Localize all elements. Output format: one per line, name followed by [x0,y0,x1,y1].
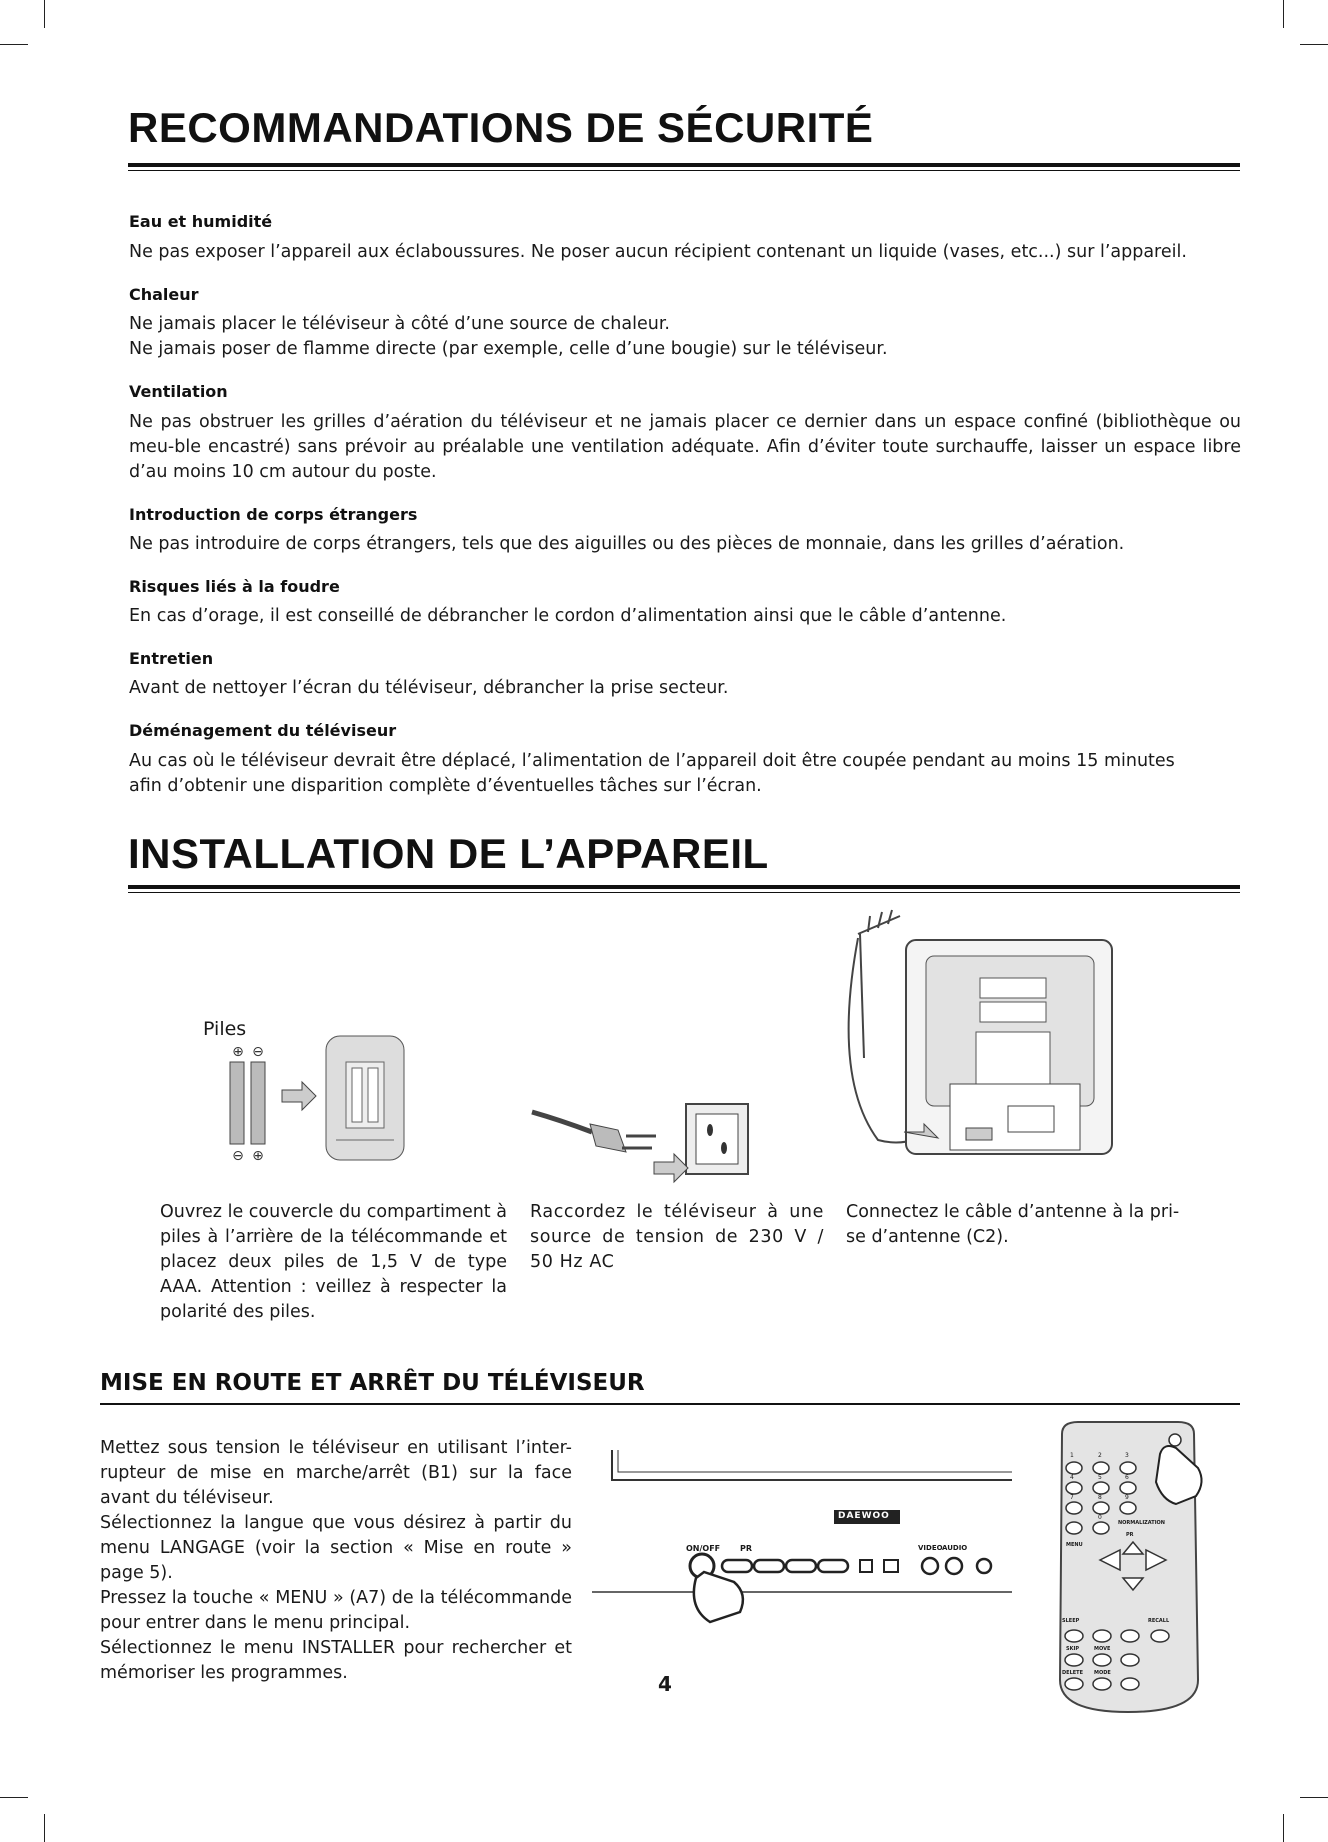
section-heading: Risques liés à la foudre [129,577,340,596]
page-number: 4 [658,1672,672,1696]
crop-mark [1283,0,1284,28]
caption-batteries: Ouvrez le couvercle du compartiment à piles à l’arrière de la télécommande et placez deux piles de 1,5 V de type AAA. Attention : veillez à respecter la polarité des piles. [160,1202,507,1322]
svg-text:⊕: ⊕ [252,1148,264,1162]
section-text: Au cas où le téléviseur devrait être déplacé, l’alimentation de l’appareil doit être coupée pendant au moins 15 minutes [129,751,1175,771]
svg-text:⊖: ⊖ [252,1044,264,1060]
normalization-label: NORMALIZATION [1118,1520,1165,1526]
remote-key-label: 3 [1125,1452,1129,1459]
video-label: VIDEO [918,1544,943,1552]
svg-text:⊖: ⊖ [232,1148,244,1162]
remote-key-label: 5 [1098,1474,1102,1481]
title-rule-thin [128,892,1240,893]
section-text: Avant de nettoyer l’écran du téléviseur, débrancher la prise secteur. [129,678,729,698]
remote-key-label: 0 [1098,1514,1102,1521]
section-text: Ne pas introduire de corps étrangers, tels que des aiguilles ou des pièces de monnaie, dans les grilles d’aération. [129,534,1125,554]
installation-title: INSTALLATION DE L’APPAREIL [128,830,769,877]
title-rule [128,885,1240,889]
startup-text [100,1436,572,1686]
startup-rule [100,1403,1240,1405]
caption-antenna: Connectez le câble d’antenne à la pri-se d’antenne (C2). [846,1202,1180,1247]
onoff-label: ON/OFF [686,1544,721,1553]
battery-illustration [220,1030,410,1162]
svg-text:⊕: ⊕ [232,1044,244,1060]
section-text: afin d’obtenir une disparition complète d’éventuelles tâches sur l’écran. [129,776,762,796]
section-text: Ne pas exposer l’appareil aux éclaboussures. Ne poser aucun récipient contenant un liquide (vases, etc...) sur l’appareil. [129,242,1187,262]
remote-illustration [1048,1420,1208,1720]
remote-key-label: 4 [1070,1474,1074,1481]
crop-mark [1283,1814,1284,1842]
title-rule [128,163,1240,167]
pr-label: PR [740,1544,753,1553]
section-text: Ne jamais poser de flamme directe (par exemple, celle d’une bougie) sur le téléviseur. [129,339,888,359]
piles-label: Piles [203,1018,247,1040]
crop-mark [44,0,45,28]
sleep-label: SLEEP [1062,1618,1080,1624]
crop-mark [1300,1797,1328,1798]
tv-back-illustration [838,908,1118,1178]
crop-mark [0,44,28,45]
skip-label: SKIP [1066,1646,1080,1652]
pr-up-label: PR [1126,1532,1134,1538]
remote-key-label: 2 [1098,1452,1102,1459]
startup-paragraph: Pressez la touche « MENU » (A7) de la télécommande pour entrer dans le menu principal. [100,1588,572,1633]
section-heading: Entretien [129,649,214,668]
startup-paragraph: Sélectionnez la langue que vous désirez à partir du menu LANGAGE (voir la section « Mise en route » page 5). [100,1513,572,1583]
startup-paragraph: Sélectionnez le menu INSTALLER pour rechercher et mémoriser les programmes. [100,1638,572,1683]
brand-logo: DAEWOO [838,1511,890,1521]
recall-label: RECALL [1148,1618,1170,1624]
crop-mark [0,1797,28,1798]
remote-key-label: 6 [1125,1474,1129,1481]
tv-front-panel-illustration [592,1440,1012,1680]
section-heading: Introduction de corps étrangers [129,505,418,524]
section-heading: Eau et humidité [129,212,273,231]
menu-label: MENU [1066,1542,1083,1548]
section-text: En cas d’orage, il est conseillé de débrancher le cordon d’alimentation ainsi que le câble d’antenne. [129,606,1007,626]
section-text: Ne pas obstruer les grilles d’aération du téléviseur et ne jamais placer ce dernier dans un espace confiné (bibliothèque ou meu-ble encastré) sans prévoir au préalable une ventilation adéquate. Afin d’éviter toute surchauffe, laisser un espace libre d’au moins 10 cm autour du poste. [129,412,1241,482]
mode-label: MODE [1094,1670,1111,1676]
remote-key-label: 1 [1070,1452,1074,1459]
section-heading: Déménagement du téléviseur [129,721,397,740]
section-heading: Chaleur [129,285,199,304]
delete-label: DELETE [1062,1670,1083,1676]
safety-title: RECOMMANDATIONS DE SÉCURITÉ [128,104,874,151]
title-rule-thin [128,170,1240,171]
startup-title: MISE EN ROUTE ET ARRÊT DU TÉLÉVISEUR [100,1370,645,1396]
move-label: MOVE [1094,1646,1111,1652]
audio-label: AUDIO [942,1544,968,1552]
crop-mark [44,1814,45,1842]
plug-illustration [530,1090,750,1190]
caption-power: Raccordez le téléviseur à une source de tension de 230 V / 50 Hz AC [530,1202,824,1272]
section-heading: Ventilation [129,382,228,401]
startup-paragraph: Mettez sous tension le téléviseur en utilisant l’inter-rupteur de mise en marche/arrêt (B1) sur la face avant du téléviseur. [100,1438,572,1508]
section-text: Ne jamais placer le téléviseur à côté d’une source de chaleur. [129,314,670,334]
crop-mark [1300,44,1328,45]
remote-key-label: 7 [1070,1494,1074,1501]
remote-key-label: 9 [1125,1494,1129,1501]
remote-key-label: 8 [1098,1494,1102,1501]
